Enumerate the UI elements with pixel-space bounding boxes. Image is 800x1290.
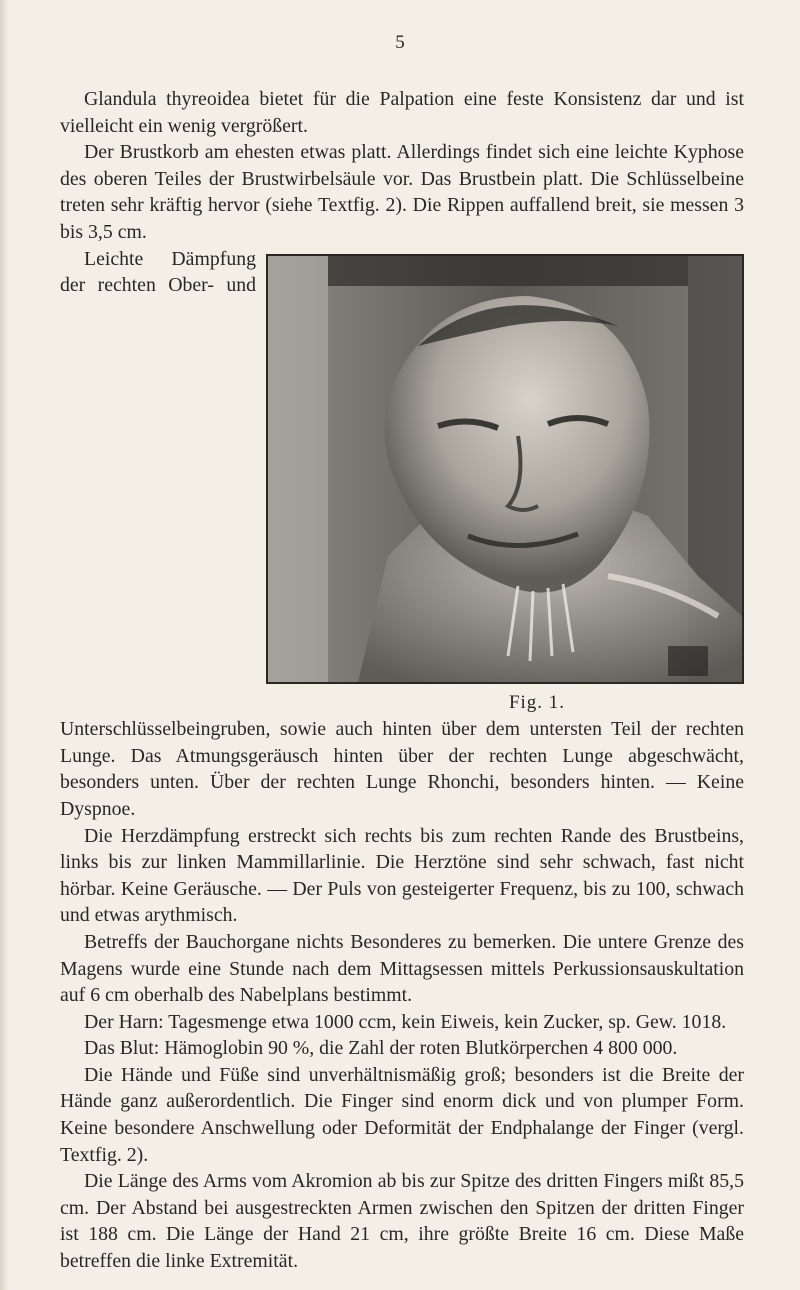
paragraph-blood: Das Blut: Hämoglobin 90 %, die Zahl der roten Blutkörperchen 4 800 000. xyxy=(84,1037,678,1060)
paragraph-urine: Der Harn: Tagesmenge etwa 1000 ccm, kein Eiweis, kein Zucker, sp. Gew. 1018. xyxy=(84,1010,727,1033)
paragraph-thorax: Der Brustkorb am ehesten etwas platt. Allerdings findet sich eine leichte Kyphose des oberen Teiles der Brustwirbelsäule vor. Das Brustbein platt. Die Schlüsselbeine treten sehr kräftig hervor (siehe Textfig. 2). Die Rippen auffallend breit, sie messen 3 bis 3,5 cm. xyxy=(60,141,744,243)
page-edge-shadow xyxy=(0,0,9,1290)
paragraph-thyroid: Glandula thyreoidea bietet für die Palpation eine feste Konsistenz dar und ist vielleicht ein wenig vergrößert. xyxy=(60,88,744,137)
body-text xyxy=(60,86,744,1275)
paragraph-heart: Die Herzdämpfung erstreckt sich rechts bis zum rechten Rande des Brustbeins, links bis zur linken Mammillarlinie. Die Herztöne sind sehr schwach, fast nicht hörbar. Keine Geräusche. — Der Puls von gesteigerter Frequenz, bis zu 100, schwach und etwas arythmisch. xyxy=(60,824,744,927)
paragraph-lungs: Leichte Dämpfung der rechten Ober- und Unterschlüsselbeingruben, sowie auch hinten über dem untersten Teil der rechten Lunge. Das Atmungsgeräusch hinten über der rechten Lunge abgeschwächt, besonders unten. Über der rechten Lunge Rhonchi, besonders hinten. — Keine Dyspnoe. xyxy=(60,247,744,820)
figure-1 xyxy=(266,254,744,717)
figure-caption: Fig. 1. xyxy=(508,691,566,713)
page-number: 5 xyxy=(395,32,405,53)
paragraph-arm-measurements: Die Länge des Arms vom Akromion ab bis zur Spitze des dritten Fingers mißt 85,5 cm. Der Abstand bei ausgestreckten Armen zwischen den Spitzen der dritten Finger ist 188 cm. Die Länge der Hand 21 cm, ihre größte Breite 16 cm. Diese Maße betreffen die linke Extremität. xyxy=(60,1170,744,1273)
patient-photograph xyxy=(266,254,744,684)
paragraph-abdomen: Betreffs der Bauchorgane nichts Besonderes zu bemerken. Die untere Grenze des Magens wurde eine Stunde nach dem Mittagsessen mittels Perkussionsauskultation auf 6 cm oberhalb des Nabelplans bestimmt. xyxy=(60,930,744,1007)
paragraph-hands-feet: Die Hände und Füße sind unverhältnismäßig groß; besonders ist die Breite der Hände ganz außerordentlich. Die Finger sind enorm dick und von plumper Form. Keine besondere Anschwellung oder Deformität der Endphalange der Finger (vergl. Textfig. 2). xyxy=(60,1063,744,1166)
photograph-illustration xyxy=(268,256,742,682)
